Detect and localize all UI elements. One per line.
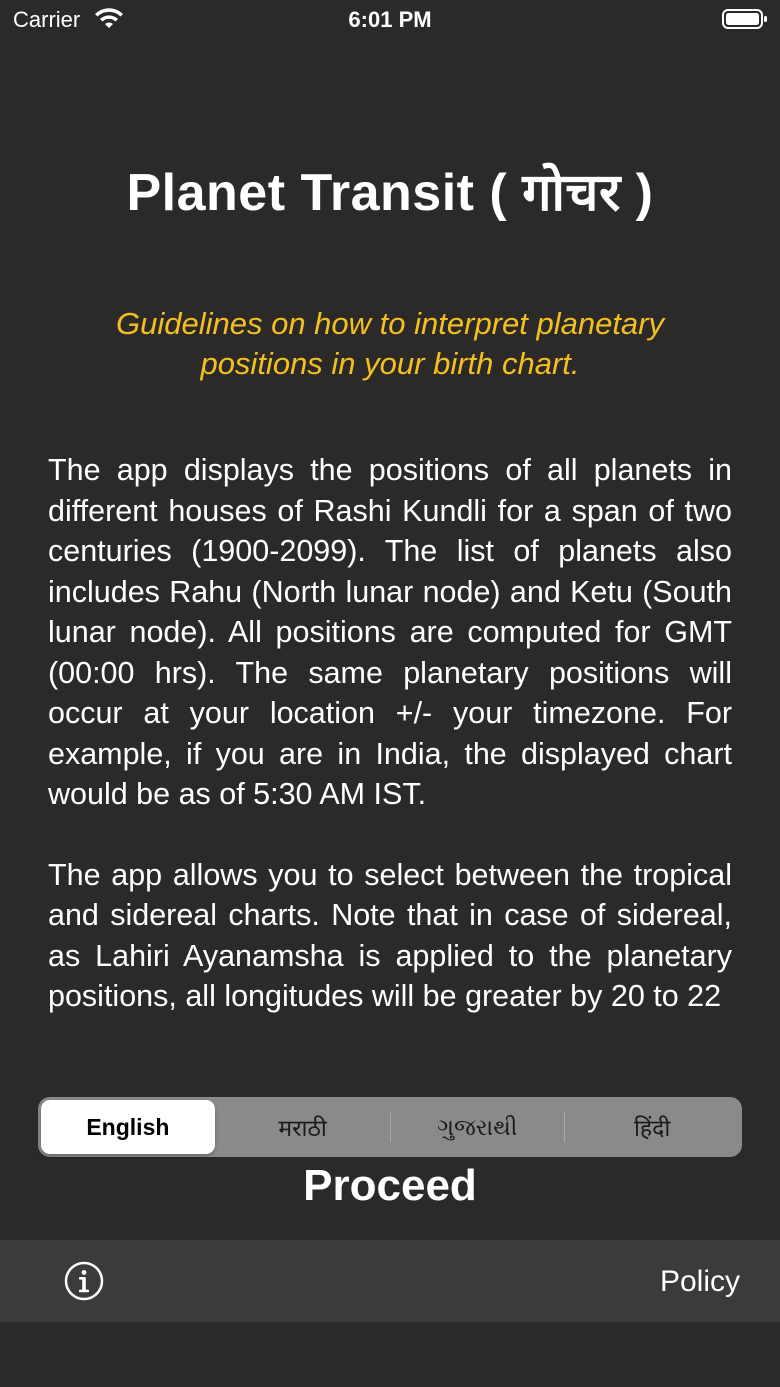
status-bar [0,0,780,40]
page-subtitle: Guidelines on how to interpret planetary positions in your birth chart. [116,306,664,381]
description-scroll-view[interactable] [48,450,732,1084]
language-option-gujarati[interactable]: ગુજરાથી [437,1113,518,1140]
description-paragraph: The app allows you to select between the tropical and sidereal charts. Note that in case of sidereal, as Lahiri Ayanamsha is applied to the planetary positions, all longitudes will be greater by 20 to 22 [48,857,732,1013]
carrier-label: Carrier [13,7,81,32]
proceed-button[interactable]: Proceed [240,1160,540,1212]
page-title: Planet Transit ( गोचर ) [126,164,654,222]
description-paragraph: The app displays the positions of all planets in different houses of Rashi Kundli for a span of two centuries (1900-2099). The list of planets also includes Rahu (North lunar node) and Ketu (South lunar node). All positions are computed for GMT (00:00 hrs). The same planetary positions will occur at your location +/- your timezone. For example, if you are in India, the displayed chart would be as of 5:30 AM IST. [48,453,732,811]
language-segmented-control[interactable] [38,1097,742,1157]
language-option-english[interactable]: English [41,1100,215,1154]
status-time: 6:01 PM [348,7,432,32]
language-option-marathi[interactable]: मराठी [278,1115,327,1141]
policy-link[interactable]: Policy [659,1265,740,1298]
battery-icon [722,8,768,30]
language-option-hindi[interactable]: हिंदी [633,1115,671,1141]
info-icon[interactable] [64,1261,104,1301]
